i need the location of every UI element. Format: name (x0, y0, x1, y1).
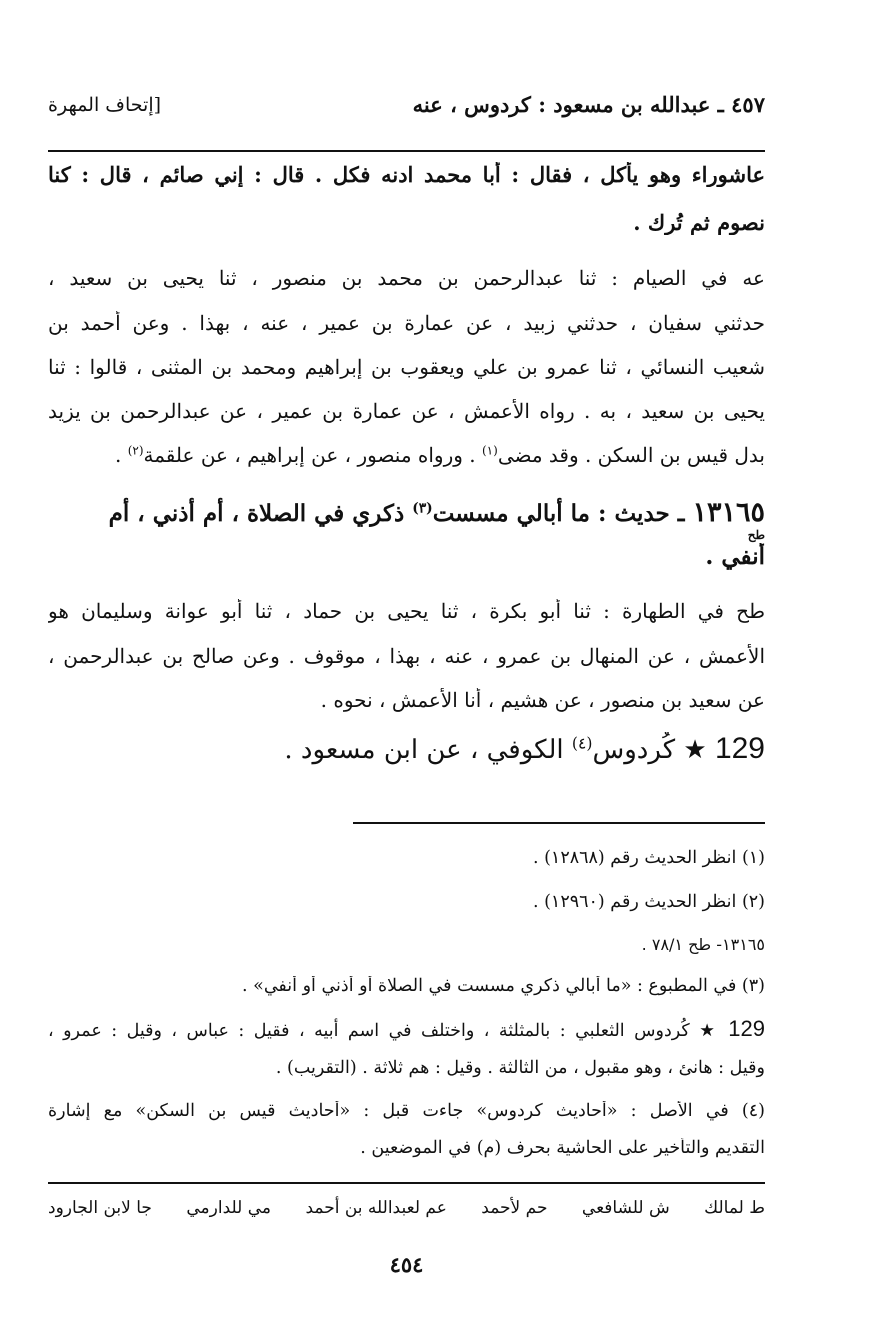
note-ref: (٢) (127, 443, 144, 458)
legend-item: عم لعبدالله بن أحمد (305, 1198, 447, 1218)
source-tag: طح (747, 528, 765, 542)
hadith-heading-line-2: أنفي . (705, 543, 765, 570)
paragraph-1-line-2: حدثني سفيان ، حدثني زبيد ، عن عمارة بن عمير ، عنه ، بهذا . وعن أحمد بن (48, 311, 765, 335)
running-header (48, 92, 765, 122)
footnote-biography-line-2: وقيل : هانئ ، وهو مقبول ، من الثالثة . وقيل : هم ثلاثة . (التقريب) . (275, 1058, 765, 1078)
footnote-4-line-1: (٤) في الأصل : «أحاديث كردوس» جاءت قبل : «أحاديث قيس بن السكن» مع إشارة (48, 1101, 765, 1121)
section-heading: 129 ★ كُردوس$^{(٤)}$ الكوفي ، عن ابن مسعود . (284, 732, 765, 765)
legend-item: ط لمالك (704, 1198, 765, 1218)
footnote-reference: ١٣١٦٥- طح ٧٨/١ . (641, 935, 765, 954)
note-ref: (٤) (571, 734, 593, 753)
hadith-number: ١٣١٦٥ (692, 497, 765, 528)
page (48, 0, 765, 1329)
paragraph-1-line-4: يحيى بن سعيد ، به . رواه الأعمش ، عن عمارة بن عمير ، عن عبدالرحمن بن يزيد (48, 399, 765, 423)
footnote-biography-line-1: 129 ★ كُردوس الثعلبي : بالمثلثة ، واختلف في اسم أبيه ، فقيل : عباس ، وقيل : عمرو ، (48, 1016, 765, 1041)
paragraph-2-line-2: الأعمش ، عن المنهال بن عمرو ، عنه ، بهذا ، موقوف . وعن صالح بن عبدالرحمن ، (48, 644, 765, 668)
note-ref: (١) (481, 443, 498, 458)
page-number: ٤٥٤ (389, 1252, 424, 1277)
section-number: 129 (714, 732, 765, 765)
paragraph-1-line-3: شعيب النسائي ، ثنا عمرو بن علي ويعقوب بن إبراهيم ومحمد بن المثنى ، قالوا : ثنا (48, 355, 765, 379)
star-icon: ★ (683, 735, 707, 765)
paragraph-2-line-3: عن سعيد بن منصور ، عن هشيم ، أنا الأعمش ، نحوه . (320, 688, 765, 712)
legend-rule (48, 1182, 765, 1184)
legend-item: جا لابن الجارود (48, 1198, 152, 1218)
paragraph-1-line-1: عه في الصيام : ثنا عبدالرحمن بن محمد بن منصور ، ثنا يحيى بن سعيد ، (48, 266, 765, 290)
note-ref: (٣) (412, 500, 433, 517)
legend-item: مي للدارمي (186, 1198, 272, 1218)
footnote-2: (٢) انظر الحديث رقم (١٢٩٦٠) . (532, 892, 765, 912)
star-icon: ★ (699, 1021, 719, 1041)
hadith-heading-line-1: ١٣١٦٥ ـ حديث : ما أبالي مسست$^{(٣)}$ ذكري في الصلاة ، أم أذني ، أم (108, 497, 765, 528)
book-title: [إتحاف المهرة (48, 94, 162, 116)
abbreviations-legend (48, 1198, 765, 1218)
footnote-3: (٣) في المطبوع : «ما أبالي ذكري مسست في الصلاة أو أذني أو أنفي» . (242, 976, 765, 996)
paragraph-2-line-1: طح في الطهارة : ثنا أبو بكرة ، ثنا يحيى بن حماد ، ثنا أبو عوانة وسليمان هو (48, 599, 765, 623)
footnote-4-line-2: التقديم والتأخير على الحاشية بحرف (م) في الموضعين . (360, 1138, 765, 1158)
continuation-line-1: عاشوراء وهو يأكل ، فقال : أبا محمد ادنه فكل . قال : إني صائم ، قال : كنا (48, 162, 765, 187)
running-title: ٤٥٧ ـ عبدالله بن مسعود : كردوس ، عنه (412, 92, 765, 117)
legend-item: حم لأحمد (481, 1198, 548, 1218)
footnote-1: (١) انظر الحديث رقم (١٢٨٦٨) . (532, 848, 765, 868)
paragraph-1-line-5: بدل قيس بن السكن . وقد مضى$^{(١)}$ . ورواه منصور ، عن إبراهيم ، عن علقمة$^{(٢)}$ . (114, 443, 765, 467)
header-rule (48, 150, 765, 152)
legend-item: ش للشافعي (581, 1198, 670, 1218)
footnote-rule (353, 822, 765, 824)
continuation-line-2: نصوم ثم تُرِك . (633, 210, 765, 235)
